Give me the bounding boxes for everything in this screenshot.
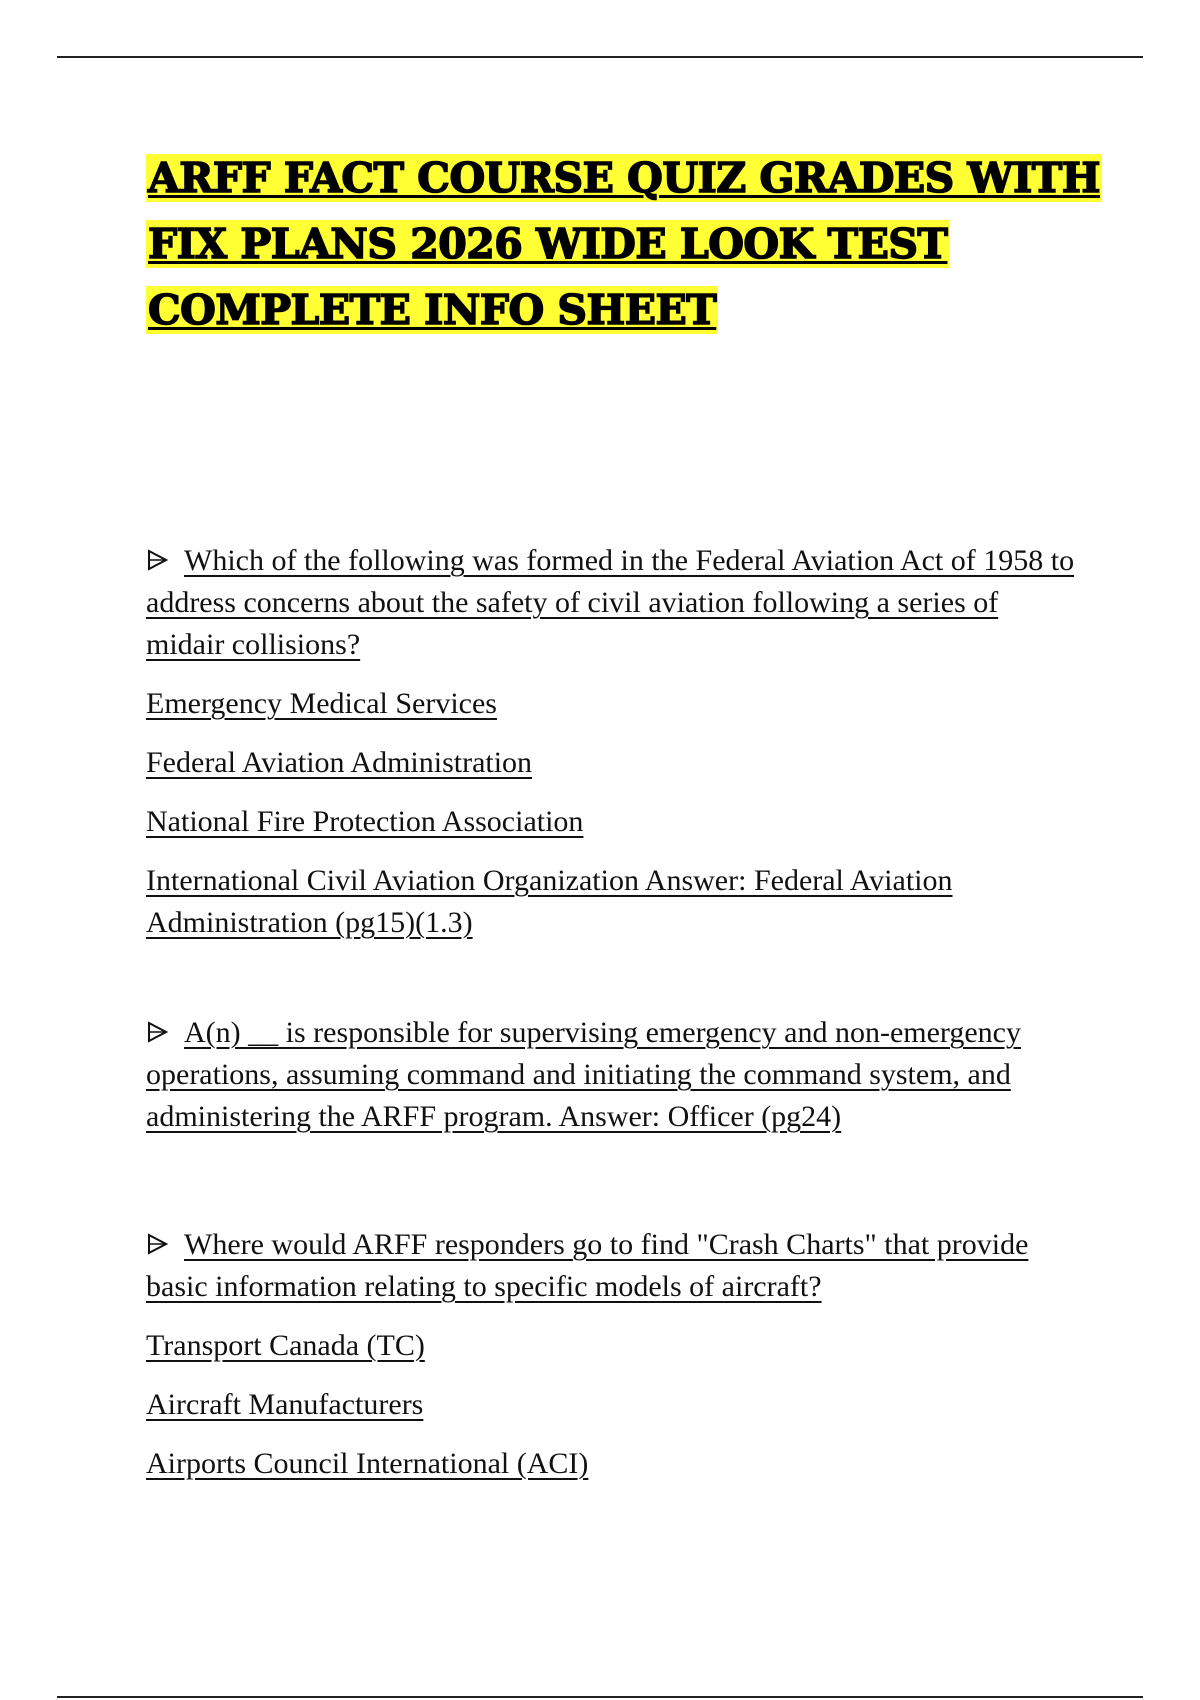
answer-option: Airports Council International (ACI) [146, 1447, 589, 1480]
answer-option: Aircraft Manufacturers [146, 1388, 424, 1421]
question-text: Which of the following was formed in the Federal Aviation Act of 1958 to address concerns about the safety of civil aviation following a series of midair collisions? [146, 544, 1075, 661]
document-title: ARFF FACT COURSE QUIZ GRADES WITH FIX PLANS 2026 WIDE LOOK TEST COMPLETE INFO SHEET [148, 154, 1101, 334]
question-block [146, 1012, 1076, 1138]
question-block [146, 1224, 1076, 1485]
question-text: A(n) __ is responsible for supervising emergency and non-emergency operations, assuming command and initiating the command system, and administering the ARFF program. Answer: Officer (pg24) [146, 1016, 1021, 1133]
arrow-right-icon [146, 1021, 168, 1043]
answer-option: Emergency Medical Services [146, 687, 497, 720]
document-body [146, 540, 1076, 1553]
answer-option: Transport Canada (TC) [146, 1329, 425, 1362]
answer-option: International Civil Aviation Organization Answer: Federal Aviation Administration (pg15)(1.3) [146, 864, 953, 939]
answer-option: Federal Aviation Administration [146, 746, 533, 779]
top-rule [57, 56, 1143, 58]
arrow-right-icon [146, 1233, 168, 1255]
arrow-right-icon [146, 549, 168, 571]
question-block [146, 540, 1076, 944]
answer-option: National Fire Protection Association [146, 805, 584, 838]
question-text: Where would ARFF responders go to find "Crash Charts" that provide basic information relating to specific models of aircraft? [146, 1228, 1029, 1303]
bottom-rule [57, 1696, 1143, 1698]
